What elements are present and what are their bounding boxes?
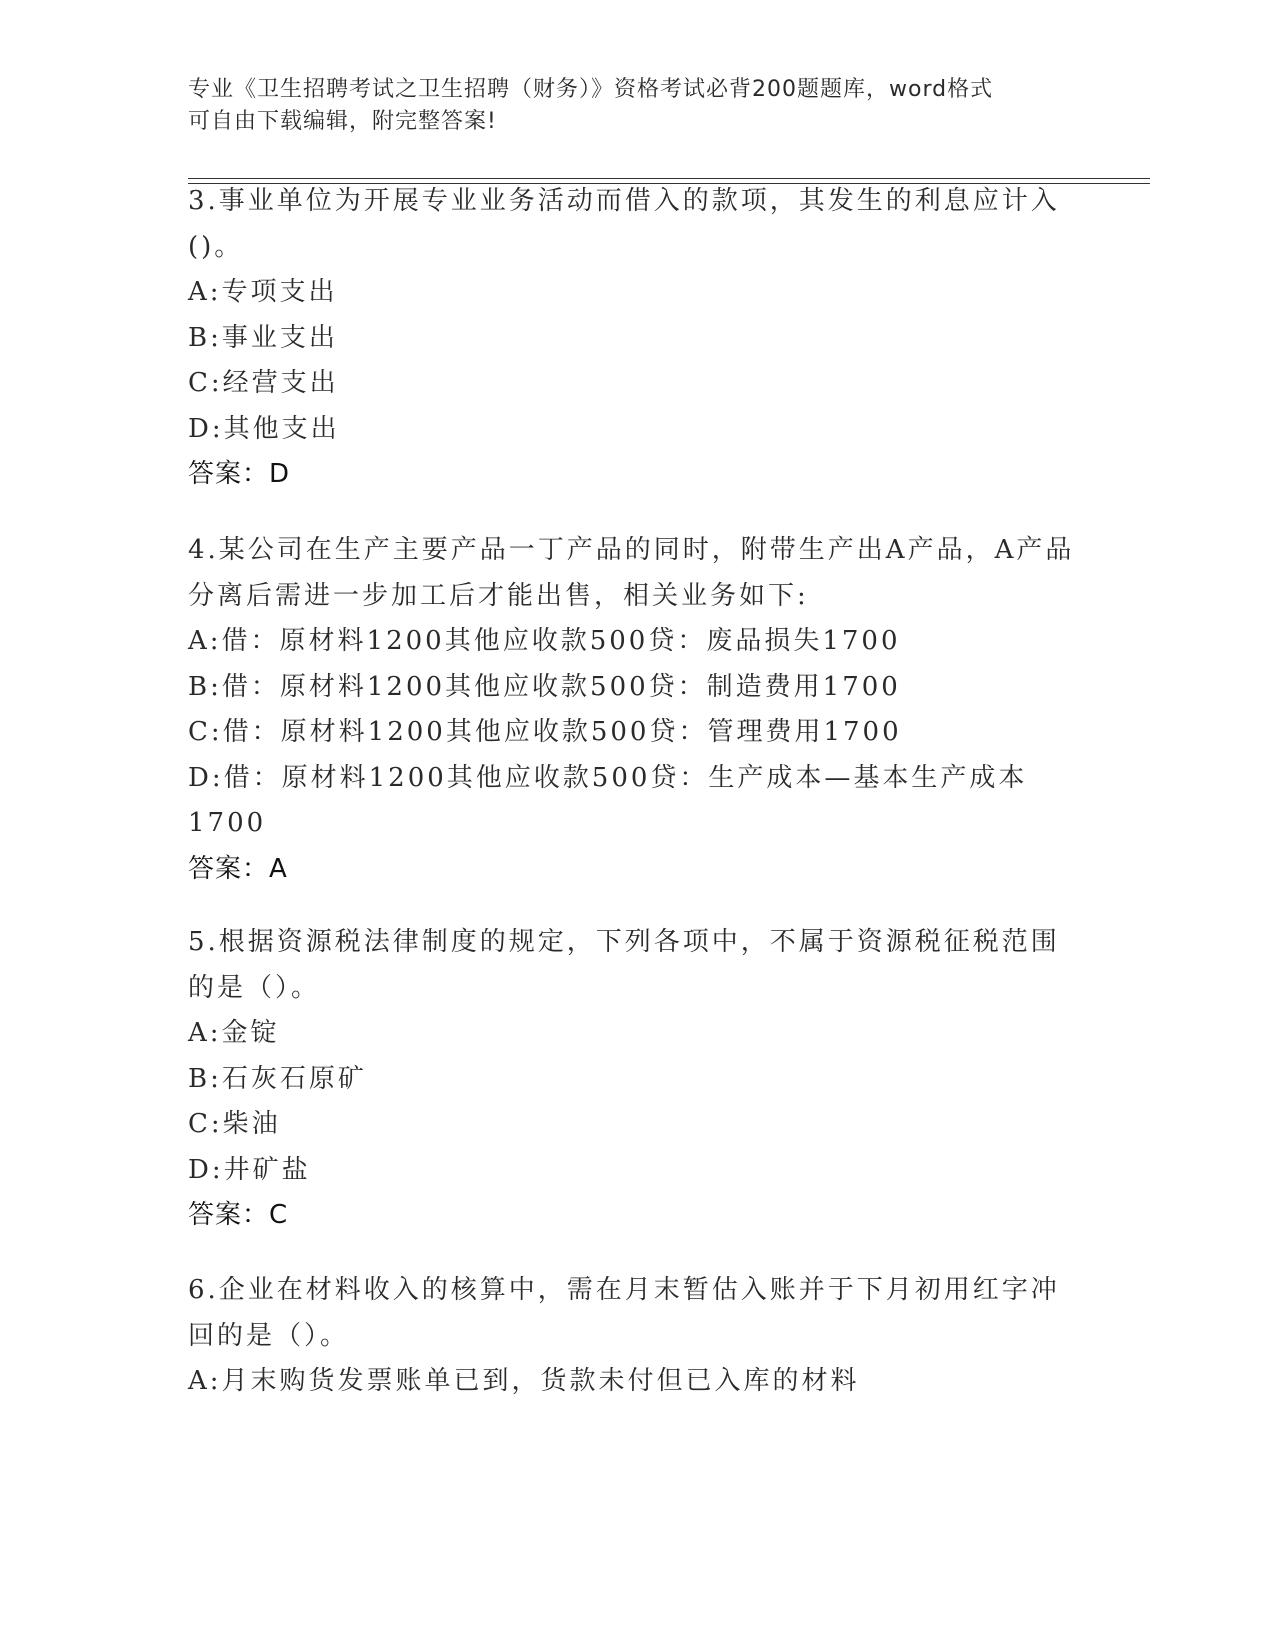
question-stem: 4.某公司在生产主要产品一丁产品的同时，附带生产出A产品，A产品	[188, 535, 1075, 565]
answer-label: 答案：A	[188, 853, 288, 884]
option-c: C:经营支出	[188, 368, 339, 398]
option-d-continued: 1700	[188, 808, 267, 838]
question-6	[188, 1268, 1088, 1405]
option-d: D:其他支出	[188, 413, 340, 444]
option-d: D:井矿盐	[188, 1154, 311, 1185]
option-a: A:借：原材料1200其他应收款500贷：废品损失1700	[188, 626, 901, 656]
option-d: D:借：原材料1200其他应收款500贷：生产成本—基本生产成本	[188, 762, 1028, 793]
option-b: B:借：原材料1200其他应收款500贷：制造费用1700	[188, 671, 901, 702]
question-stem: ()。	[188, 231, 244, 262]
option-a: A:金锭	[188, 1018, 280, 1048]
question-5	[188, 920, 1088, 1239]
question-stem: 5.根据资源税法律制度的规定，下列各项中，不属于资源税征税范围	[188, 927, 1060, 957]
question-4	[188, 528, 1088, 892]
question-stem: 回的是（）。	[188, 1320, 350, 1351]
option-b: B:事业支出	[188, 322, 338, 353]
question-stem: 的是（）。	[188, 972, 321, 1003]
document-header	[188, 74, 1088, 138]
option-a: A:月末购货发票账单已到，货款未付但已入库的材料	[188, 1366, 860, 1396]
option-a: A:专项支出	[188, 277, 338, 307]
question-stem: 3.事业单位为开展专业业务活动而借入的款项，其发生的利息应计入	[188, 186, 1060, 216]
question-stem: 6.企业在材料收入的核算中，需在月末暂估入账并于下月初用红字冲	[188, 1275, 1060, 1305]
question-stem: 分离后需进一步加工后才能出售，相关业务如下:	[188, 580, 809, 611]
question-3	[188, 179, 1088, 498]
option-b: B:石灰石原矿	[188, 1063, 367, 1094]
header-line-2: 可自由下载编辑，附完整答案!	[188, 109, 497, 134]
option-c: C:柴油	[188, 1109, 281, 1139]
answer-label: 答案：C	[188, 1200, 289, 1230]
option-c: C:借：原材料1200其他应收款500贷：管理费用1700	[188, 717, 902, 747]
answer-label: 答案：D	[188, 459, 291, 489]
header-line-1: 专业《卫生招聘考试之卫生招聘（财务）》资格考试必背200题题库，word格式	[188, 77, 994, 102]
